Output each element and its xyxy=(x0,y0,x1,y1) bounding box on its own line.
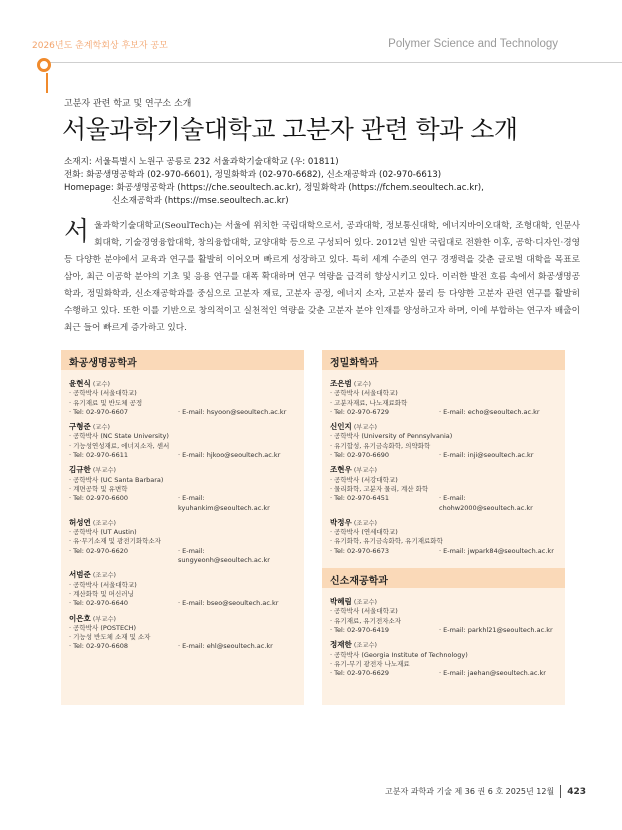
professor-detail: · 유기화학, 유기금속화학, 유기재료화학 xyxy=(330,537,443,546)
professor-name: 조현우 xyxy=(330,465,352,475)
professor-header xyxy=(69,570,296,580)
professor-rank: (조교수) xyxy=(353,642,377,650)
professor-email: · E-mail: chohw2000@seoultech.ac.kr xyxy=(439,494,533,512)
professor-entry xyxy=(69,422,296,460)
professor-header xyxy=(69,379,296,389)
article-kicker: 고분자 관련 학교 및 연구소 소개 xyxy=(64,99,192,109)
professor-header xyxy=(330,597,557,607)
dept-heading-mse: 신소재공학과 xyxy=(322,568,565,588)
professor-header xyxy=(69,422,296,432)
professor-rank: (부교수) xyxy=(92,615,116,623)
professor-tel: · Tel: 02-970-6607 xyxy=(69,407,128,416)
professor-detail: · 공학박사 (서울대학교) xyxy=(330,607,398,616)
professor-email: · E-mail: hsyoon@seoultech.ac.kr xyxy=(178,407,287,416)
contact-row xyxy=(330,451,557,460)
professor-detail: · 공학박사 (서울대학교) xyxy=(69,389,137,398)
professor-header xyxy=(330,465,557,475)
dept-heading-che: 화공생명공학과 xyxy=(61,350,304,370)
professor-email: · E-mail: echo@seoultech.ac.kr xyxy=(439,407,540,416)
contact-row xyxy=(69,642,296,651)
professor-detail: · 공학박사 (UT Austin) xyxy=(69,528,137,537)
info-homepage-cont: 신소재공학과 (https://mse.seoultech.ac.kr) xyxy=(112,196,289,206)
professor-entry xyxy=(330,465,557,512)
professor-name: 조은범 xyxy=(330,379,352,388)
professor-rank: (교수) xyxy=(92,424,110,432)
intro-paragraph xyxy=(64,218,580,337)
contact-row xyxy=(69,599,296,608)
journal-title: Polymer Science and Technology xyxy=(388,38,558,50)
professor-name: 윤현식 xyxy=(69,379,91,388)
contact-row xyxy=(69,451,296,460)
intro-text: 울과학기술대학교(SeoulTech)는 서울에 위치한 국립대학으로서, 공과대학, 정보통신대학, 에너지바이오대학, 조형대학, 인문사회대학, 기술경영융합대학, 창의융합대학, 교양대학 등으로 구성되어 있다. 2012년 일반 국립대로 전환한 이후, 공학·디자인·경영 등 다양한 분야에서 교육과 연구를 활발히 이어오며 빠르게 성장하고 있다. 특히 세계 수준의 연구 경쟁력을 갖춘 글로벌 대학을 목표로 삼아, 최근 이공학 분야의 기초 및 응용 연구를 대폭 확대하며 연구 역량을 급격히 향상시키고 있다. 이러한 발전 흐름 속에서 화공생명공학과, 정밀화학과, 신소재공학과를 중심으로 고분자 재료, 고분자 공정, 에너지 소자, 고분자 물리 등 다양한 고분자 관련 연구를 활발히 수행하고 있다. 또한 이를 기반으로 창의적이고 실천적인 역량을 갖춘 고분자 분야 인재를 양성하고자 하며, 이에 부합하는 연구자 배출이 최근 들어 빠르게 증가하고 있다. xyxy=(64,221,580,333)
series-label: 2026년도 춘계학회상 후보자 공모 xyxy=(32,41,168,51)
professor-header xyxy=(330,518,557,528)
footer-divider xyxy=(560,785,561,798)
professor-tel: · Tel: 02-970-6629 xyxy=(330,669,389,678)
professor-detail: · 유기합성, 유기금속화학, 의약화학 xyxy=(330,441,431,450)
professor-detail: · 공학박사 (서강대학교) xyxy=(330,475,398,484)
info-address: 소재지: 서울특별시 노원구 공릉로 232 서울과학기술대학교 (우: 01811) xyxy=(64,157,339,167)
panel-che xyxy=(61,350,304,705)
professor-detail: · 유기재료 및 반도체 공정 xyxy=(69,398,143,407)
professor-entry xyxy=(330,640,557,678)
professor-detail: · 공학박사 (서울대학교) xyxy=(69,580,137,589)
professor-tel: · Tel: 02-970-6673 xyxy=(330,546,389,555)
professor-entry xyxy=(330,518,557,556)
professor-rank: (부교수) xyxy=(92,467,116,475)
contact-row xyxy=(69,547,296,566)
professor-detail: · 공학박사 (POSTECH) xyxy=(69,623,137,632)
professor-name: 정재한 xyxy=(330,640,352,650)
professor-entry xyxy=(69,379,296,417)
professor-header xyxy=(69,465,296,475)
professor-name: 김규한 xyxy=(69,465,91,475)
professor-tel: · Tel: 02-970-6451 xyxy=(330,494,389,503)
professor-name: 박정우 xyxy=(330,517,352,527)
professor-email: · E-mail: hjkoo@seoultech.ac.kr xyxy=(178,451,281,460)
professor-detail: · 유기-무기 광전자 나노재료 xyxy=(330,659,410,668)
professor-rank: (조교수) xyxy=(353,599,377,607)
contact-row xyxy=(69,408,296,417)
professor-entry xyxy=(69,614,296,652)
ring-icon xyxy=(37,58,51,72)
contact-row xyxy=(69,494,296,513)
professor-rank: (조교수) xyxy=(92,519,116,527)
drop-cap: 서 xyxy=(64,217,90,247)
contact-row xyxy=(330,494,557,513)
professor-list-che xyxy=(61,370,304,652)
professor-detail: · 기능성 반도체 소재 및 소자 xyxy=(69,633,151,642)
professor-tel: · Tel: 02-970-6620 xyxy=(69,546,128,555)
accent-line xyxy=(46,73,48,93)
professor-tel: · Tel: 02-970-6729 xyxy=(330,407,389,416)
professor-entry xyxy=(330,597,557,635)
professor-detail: · 유·무기소재 및 광전기화학소자 xyxy=(69,537,161,546)
contact-row xyxy=(330,669,557,678)
page-footer xyxy=(385,785,586,798)
professor-tel: · Tel: 02-970-6690 xyxy=(330,451,389,460)
school-info xyxy=(64,156,584,208)
professor-header xyxy=(69,614,296,624)
professor-tel: · Tel: 02-970-6640 xyxy=(69,599,128,608)
professor-email: · E-mail: inji@seoultech.ac.kr xyxy=(439,451,534,460)
professor-detail: · 기능성연성재료, 에너지소자, 센서 xyxy=(69,441,170,450)
professor-detail: · 공학박사 (UC Santa Barbara) xyxy=(69,475,164,484)
professor-email: · E-mail: sungyeonh@seoultech.ac.kr xyxy=(178,546,270,565)
contact-row xyxy=(330,408,557,417)
professor-rank: (조교수) xyxy=(92,572,116,580)
professor-entry xyxy=(69,465,296,512)
professor-detail: · 유기재료, 유기전자소자 xyxy=(330,616,402,625)
journal-citation: 고분자 과학과 기술 제 36 권 6 호 2025년 12월 xyxy=(385,787,555,796)
professor-list-fchem xyxy=(322,370,565,556)
professor-email: · E-mail: jwpark84@seoultech.ac.kr xyxy=(439,546,554,555)
professor-email: · E-mail: jaehan@seoultech.ac.kr xyxy=(439,669,546,678)
professor-entry xyxy=(330,422,557,460)
professor-detail: · 공학박사 (서울대학교) xyxy=(330,389,398,398)
professor-rank: (교수) xyxy=(92,381,110,388)
professor-header xyxy=(69,518,296,528)
professor-detail: · 공학박사 (Georgia Institute of Technology) xyxy=(330,650,468,659)
professor-name: 신인지 xyxy=(330,422,352,432)
professor-detail: · 고분자재료, 나노재료화학 xyxy=(330,398,408,407)
professor-rank: (부교수) xyxy=(353,467,377,475)
professor-header xyxy=(330,379,557,389)
professor-detail: · 공학박사 (University of Pennsylvania) xyxy=(330,432,453,441)
professor-name: 서범준 xyxy=(69,570,91,580)
professor-email: · E-mail: bseo@seoultech.ac.kr xyxy=(178,599,279,608)
professor-header xyxy=(330,640,557,650)
professor-detail: · 공학박사 (연세대학교) xyxy=(330,528,398,537)
professor-entry xyxy=(69,518,296,565)
professor-list-mse xyxy=(322,588,565,678)
professor-detail: · 공학박사 (NC State University) xyxy=(69,432,169,441)
dept-heading-fchem: 정밀화학과 xyxy=(322,350,565,370)
header-rule xyxy=(38,62,622,63)
professor-name: 구형준 xyxy=(69,422,91,432)
professor-tel: · Tel: 02-970-6608 xyxy=(69,642,128,651)
info-phone: 전화: 화공생명공학과 (02-970-6601), 정밀화학과 (02-970-6682), 신소재공학과 (02-970-6613) xyxy=(64,170,442,180)
professor-rank: (부교수) xyxy=(353,424,377,432)
professor-name: 박혜림 xyxy=(330,597,352,607)
article-title: 서울과학기술대학교 고분자 관련 학과 소개 xyxy=(62,115,518,144)
panel-right xyxy=(322,350,565,705)
professor-name: 허성연 xyxy=(69,517,91,527)
professor-rank: (조교수) xyxy=(353,519,377,527)
professor-header xyxy=(330,422,557,432)
info-homepage: Homepage: 화공생명공학과 (https://che.seoultech.ac.kr), 정밀화학과 (https://fchem.seoultech.ac.kr), xyxy=(64,183,484,193)
page-number: 423 xyxy=(567,786,586,797)
professor-tel: · Tel: 02-970-6611 xyxy=(69,451,128,460)
contact-row xyxy=(330,547,557,556)
contact-row xyxy=(330,626,557,635)
professor-name: 이은호 xyxy=(69,613,91,623)
professor-entry xyxy=(330,379,557,417)
professor-email: · E-mail: parkhl21@seoultech.ac.kr xyxy=(439,625,553,634)
professor-entry xyxy=(69,570,296,608)
professor-email: · E-mail: ehl@seoultech.ac.kr xyxy=(178,642,273,651)
professor-detail: · 물리화학, 고분자 물리, 계산 화학 xyxy=(330,484,429,493)
professor-detail: · 계면공학 및 유변학 xyxy=(69,484,128,493)
professor-rank: (교수) xyxy=(353,381,371,388)
professor-detail: · 계산화학 및 머신러닝 xyxy=(69,589,134,598)
professor-email: · E-mail: kyuhankim@seoultech.ac.kr xyxy=(178,494,270,512)
professor-tel: · Tel: 02-970-6600 xyxy=(69,494,128,503)
professor-tel: · Tel: 02-970-6419 xyxy=(330,625,389,634)
